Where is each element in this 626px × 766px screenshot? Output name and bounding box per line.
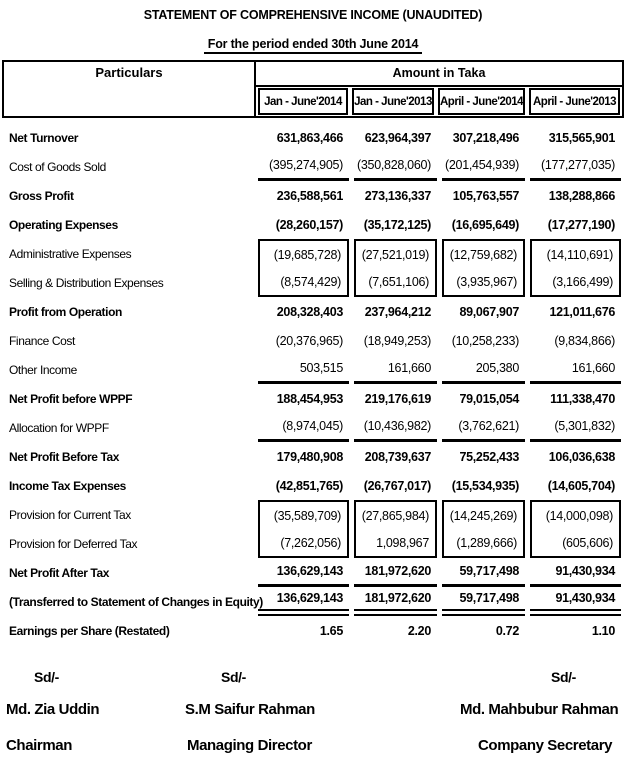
table-row — [0, 326, 626, 355]
cell-value: 208,328,403 — [276, 304, 343, 319]
cell-value: 631,863,466 — [276, 130, 343, 145]
signature-role-chairman: Chairman — [6, 737, 72, 754]
cell-value: (15,534,935) — [451, 478, 519, 493]
signature-name-managing-director: S.M Saifur Rahman — [185, 701, 315, 718]
cell-value: 136,629,143 — [258, 587, 349, 616]
cell-value: 121,011,676 — [549, 304, 615, 319]
column-header-particulars: Particulars — [4, 62, 256, 116]
cell-value: 0.72 — [495, 623, 519, 638]
cell-value: (14,245,269) — [442, 500, 525, 529]
cell-value: 181,972,620 — [354, 587, 437, 616]
cell-value: (14,110,691) — [530, 239, 621, 268]
cell-value: 59,717,498 — [442, 558, 525, 587]
cell-value: 179,480,908 — [276, 449, 343, 464]
cell-value: 219,176,619 — [364, 391, 431, 406]
cell-value: (7,651,106) — [354, 268, 437, 297]
signature-sd-managing-director: Sd/- — [221, 669, 246, 685]
cell-value: 236,588,561 — [276, 188, 343, 203]
document-subtitle: For the period ended 30th June 2014 — [204, 37, 422, 54]
cell-value: (27,521,019) — [354, 239, 437, 268]
cell-value: (18,949,253) — [363, 333, 431, 348]
cell-value: (14,605,704) — [547, 478, 615, 493]
document-subtitle-wrap — [0, 35, 626, 54]
table-row — [0, 384, 626, 413]
row-label: Allocation for WPPF — [9, 420, 109, 435]
cell-value: 208,739,637 — [364, 449, 431, 464]
cell-value: 89,067,907 — [459, 304, 519, 319]
row-label: Gross Profit — [9, 188, 74, 203]
row-label: Net Profit After Tax — [9, 565, 110, 580]
cell-value: 1.65 — [319, 623, 343, 638]
table-row — [0, 210, 626, 239]
cell-value: (5,301,832) — [530, 413, 621, 442]
cell-value: 105,763,557 — [452, 188, 519, 203]
row-label: Profit from Operation — [9, 304, 122, 319]
row-label: Cost of Goods Sold — [9, 159, 106, 174]
table-row — [0, 471, 626, 500]
table-row — [0, 355, 626, 384]
cell-value: (1,289,666) — [442, 529, 525, 558]
signature-block — [0, 645, 626, 766]
cell-value: 237,964,212 — [364, 304, 431, 319]
row-label: Finance Cost — [9, 333, 75, 348]
table-row — [0, 297, 626, 326]
table-row — [0, 587, 626, 616]
cell-value: 106,036,638 — [548, 449, 615, 464]
row-label: Earnings per Share (Restated) — [9, 623, 170, 638]
cell-value: (14,000,098) — [530, 500, 621, 529]
cell-value: 79,015,054 — [459, 391, 519, 406]
table-row — [0, 123, 626, 152]
row-label: Operating Expenses — [9, 217, 118, 232]
row-label: Other Income — [9, 362, 77, 377]
cell-value: 315,565,901 — [548, 130, 615, 145]
signature-sd-company-secretary: Sd/- — [551, 669, 576, 685]
row-label: Selling & Distribution Expenses — [9, 275, 164, 290]
cell-value: (177,277,035) — [530, 152, 621, 181]
cell-value: 75,252,433 — [459, 449, 519, 464]
cell-value: (7,262,056) — [258, 529, 349, 558]
table-row — [0, 239, 626, 268]
cell-value: (19,685,728) — [258, 239, 349, 268]
period-header-row — [256, 87, 622, 116]
cell-value: (8,974,045) — [258, 413, 349, 442]
table-row — [0, 152, 626, 181]
cell-value: (10,258,233) — [451, 333, 519, 348]
row-label: (Transferred to Statement of Changes in Equity) — [9, 594, 263, 609]
cell-value: (8,574,429) — [258, 268, 349, 297]
cell-value: (17,277,190) — [547, 217, 615, 232]
cell-value: 307,218,496 — [452, 130, 519, 145]
row-label: Administrative Expenses — [9, 246, 132, 261]
cell-value: 161,660 — [354, 355, 437, 384]
row-label: Net Profit before WPPF — [9, 391, 133, 406]
table-row — [0, 529, 626, 558]
row-label: Net Profit Before Tax — [9, 449, 120, 464]
cell-value: (3,935,967) — [442, 268, 525, 297]
cell-value: (35,589,709) — [258, 500, 349, 529]
table-header — [2, 60, 624, 118]
signature-sd-chairman: Sd/- — [34, 669, 59, 685]
column-header-april-june-2013: April - June'2013 — [529, 88, 620, 115]
cell-value: 2.20 — [407, 623, 431, 638]
table-row — [0, 413, 626, 442]
cell-value: (35,172,125) — [363, 217, 431, 232]
cell-value: (12,759,682) — [442, 239, 525, 268]
table-row — [0, 558, 626, 587]
column-header-amount-in-taka: Amount in Taka — [256, 62, 622, 87]
table-row — [0, 268, 626, 297]
cell-value: 623,964,397 — [364, 130, 431, 145]
table-row — [0, 616, 626, 645]
signature-role-company-secretary: Company Secretary — [478, 737, 613, 754]
cell-value: 91,430,934 — [530, 558, 621, 587]
cell-value: (28,260,157) — [275, 217, 343, 232]
cell-value: 503,515 — [258, 355, 349, 384]
cell-value: (10,436,982) — [354, 413, 437, 442]
cell-value: 273,136,337 — [364, 188, 431, 203]
cell-value: (350,828,060) — [354, 152, 437, 181]
cell-value: 59,717,498 — [442, 587, 525, 616]
row-label: Provision for Current Tax — [9, 507, 131, 522]
cell-value: 138,288,866 — [548, 188, 615, 203]
table-body — [0, 123, 626, 645]
cell-value: 205,380 — [442, 355, 525, 384]
cell-value: (3,166,499) — [530, 268, 621, 297]
table-row — [0, 442, 626, 471]
cell-value: 1,098,967 — [354, 529, 437, 558]
cell-value: (201,454,939) — [442, 152, 525, 181]
row-label: Net Turnover — [9, 130, 78, 145]
signature-role-managing-director: Managing Director — [187, 737, 312, 754]
cell-value: 111,338,470 — [550, 391, 615, 406]
cell-value: 188,454,953 — [276, 391, 343, 406]
table-header-right — [256, 62, 622, 116]
cell-value: (9,834,866) — [554, 333, 615, 348]
cell-value: (42,851,765) — [275, 478, 343, 493]
column-header-april-june-2014: April - June'2014 — [438, 88, 525, 115]
document-title: STATEMENT OF COMPREHENSIVE INCOME (UNAUDITED) — [143, 8, 483, 22]
cell-value: (605,606) — [530, 529, 621, 558]
cell-value: (20,376,965) — [275, 333, 343, 348]
cell-value: 1.10 — [591, 623, 615, 638]
cell-value: (26,767,017) — [363, 478, 431, 493]
table-row — [0, 500, 626, 529]
row-label: Income Tax Expenses — [9, 478, 126, 493]
cell-value: 91,430,934 — [530, 587, 621, 616]
column-header-jan-june-2013: Jan - June'2013 — [352, 88, 434, 115]
cell-value: 136,629,143 — [258, 558, 349, 587]
table-row — [0, 181, 626, 210]
column-header-jan-june-2014: Jan - June'2014 — [258, 88, 348, 115]
row-label: Provision for Deferred Tax — [9, 536, 138, 551]
signature-name-company-secretary: Md. Mahbubur Rahman — [460, 701, 619, 718]
cell-value: (395,274,905) — [258, 152, 349, 181]
cell-value: (27,865,984) — [354, 500, 437, 529]
cell-value: (3,762,621) — [442, 413, 525, 442]
signature-name-chairman: Md. Zia Uddin — [6, 701, 100, 718]
cell-value: 181,972,620 — [354, 558, 437, 587]
cell-value: 161,660 — [530, 355, 621, 384]
cell-value: (16,695,649) — [451, 217, 519, 232]
